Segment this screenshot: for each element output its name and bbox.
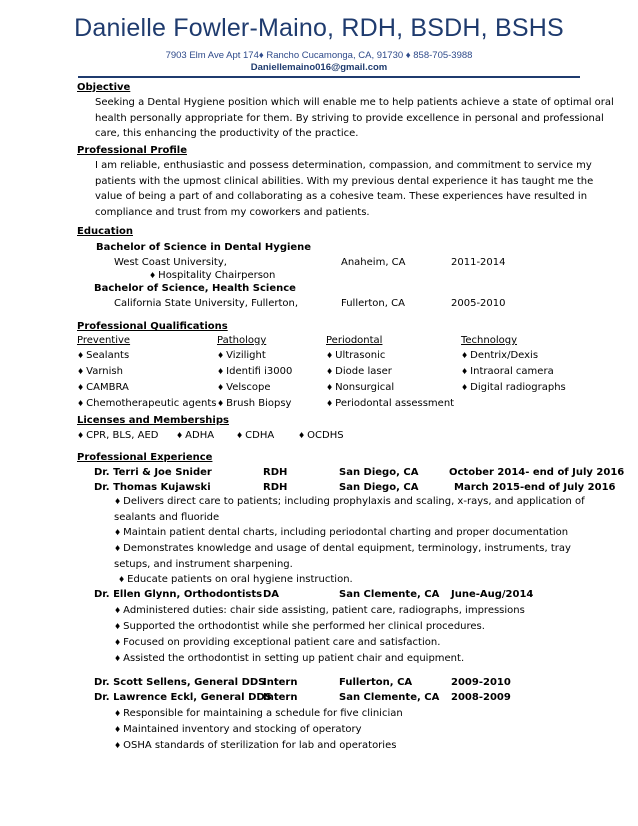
skill-item: ♦ Sealants bbox=[77, 348, 129, 364]
job-employer: Dr. Lawrence Eckl, General DDS bbox=[94, 692, 272, 703]
licenses-heading: Licenses and Memberships bbox=[77, 415, 229, 426]
duty-item: ♦ Educate patients on oral hygiene instruction. bbox=[118, 572, 353, 588]
degree-1: Bachelor of Science in Dental Hygiene bbox=[96, 242, 312, 253]
email-address: Daniellemaino016@gmail.com bbox=[250, 62, 388, 73]
skill-item: ♦ Identifi i3000 bbox=[217, 364, 292, 380]
job-employer: Dr. Terri & Joe Snider bbox=[94, 467, 212, 478]
skill-item: ♦ Chemotherapeutic agents bbox=[77, 396, 216, 412]
column-title-preventive: Preventive bbox=[77, 335, 131, 346]
resume-name: Danielle Fowler-Maino, RDH, BSDH, BSHS bbox=[74, 14, 564, 42]
job-dates: 2008-2009 bbox=[451, 692, 511, 703]
job-location: San Diego, CA bbox=[339, 482, 419, 493]
skill-item: ♦ Velscope bbox=[217, 380, 271, 396]
duty-item: ♦ Responsible for maintaining a schedule for five clinician bbox=[114, 706, 403, 722]
school-2: California State University, Fullerton, bbox=[114, 298, 299, 309]
duty-item: ♦ Delivers direct care to patients; including prophylaxis and scaling, x-rays, and application of sealants and fluoride bbox=[114, 494, 604, 525]
skill-item: ♦ Intraoral camera bbox=[461, 364, 554, 380]
skill-item: ♦ Vizilight bbox=[217, 348, 266, 364]
job-role: DA bbox=[263, 589, 280, 600]
job-role: Intern bbox=[263, 677, 298, 688]
duty-item: ♦ Maintain patient dental charts, including periodontal charting and proper documentation bbox=[114, 525, 604, 541]
qualifications-heading: Professional Qualifications bbox=[77, 321, 228, 332]
years-1: 2011-2014 bbox=[451, 257, 506, 268]
job-role: RDH bbox=[263, 467, 288, 478]
duty-item: ♦ Supported the orthodontist while she performed her clinical procedures. bbox=[114, 619, 485, 635]
school-1: West Coast University, bbox=[114, 257, 227, 268]
skill-item: ♦ Varnish bbox=[77, 364, 123, 380]
objective-heading: Objective bbox=[77, 82, 131, 93]
objective-text: Seeking a Dental Hygiene position which will enable me to help patients achieve a state of optimal oral health personally appropriate for them. By striving to provide excellence in personal and professional care, this enhancing the productivity of the practice. bbox=[95, 97, 614, 139]
experience-heading: Professional Experience bbox=[77, 452, 213, 463]
job-dates: 2009-2010 bbox=[451, 677, 511, 688]
location-1: Anaheim, CA bbox=[341, 257, 406, 268]
job-dates: March 2015-end of July 2016 bbox=[454, 482, 616, 493]
job-location: San Clemente, CA bbox=[339, 692, 440, 703]
skill-item: ♦ Diode laser bbox=[326, 364, 392, 380]
job-dates: June-Aug/2014 bbox=[451, 589, 534, 600]
job-role: RDH bbox=[263, 482, 288, 493]
license-item: ♦ CDHA bbox=[236, 428, 274, 444]
header-divider bbox=[78, 76, 580, 78]
duty-item: ♦ Assisted the orthodontist in setting up patient chair and equipment. bbox=[114, 651, 464, 667]
location-2: Fullerton, CA bbox=[341, 298, 405, 309]
column-title-periodontal: Periodontal bbox=[326, 335, 383, 346]
skill-item: ♦ Dentrix/Dexis bbox=[461, 348, 538, 364]
duty-item: ♦ Administered duties: chair side assisting, patient care, radiographs, impressions bbox=[114, 603, 525, 619]
column-title-technology: Technology bbox=[461, 335, 518, 346]
job-employer: Dr. Ellen Glynn, Orthodontists bbox=[94, 589, 263, 600]
profile-text: I am reliable, enthusiastic and possess determination, compassion, and commitment to service my patients with the upmost clinical abilities. With my previous dental experience it has taught me the value of being a part of and collaborating as a cohesive team. These experiences have resulted in compliance and trust from my coworkers and patients. bbox=[95, 160, 594, 218]
education-heading: Education bbox=[77, 226, 133, 237]
job-role: Intern bbox=[263, 692, 298, 703]
license-item: ♦ OCDHS bbox=[298, 428, 344, 444]
duty-item: ♦ Demonstrates knowledge and usage of dental equipment, terminology, instruments, tray setups, and instrument sharpening. bbox=[114, 541, 604, 572]
job-dates: October 2014- end of July 2016 bbox=[449, 467, 625, 478]
duty-item: ♦ OSHA standards of sterilization for lab and operatories bbox=[114, 738, 396, 754]
skill-item: ♦ CAMBRA bbox=[77, 380, 129, 396]
skill-item: ♦ Brush Biopsy bbox=[217, 396, 291, 412]
degree-2: Bachelor of Science, Health Science bbox=[94, 283, 296, 294]
duty-item: ♦ Maintained inventory and stocking of operatory bbox=[114, 722, 362, 738]
skill-item: ♦ Periodontal assessment bbox=[326, 396, 454, 412]
contact-line: 7903 Elm Ave Apt 174♦ Rancho Cucamonga, CA, 91730 ♦ 858-705-3988 bbox=[165, 50, 473, 61]
license-item: ♦ ADHA bbox=[176, 428, 214, 444]
job-location: Fullerton, CA bbox=[339, 677, 413, 688]
column-title-pathology: Pathology bbox=[217, 335, 267, 346]
honor-1: ♦ Hospitality Chairperson bbox=[149, 268, 275, 284]
skill-item: ♦ Digital radiographs bbox=[461, 380, 566, 396]
license-item: ♦ CPR, BLS, AED bbox=[77, 428, 159, 444]
job-location: San Clemente, CA bbox=[339, 589, 440, 600]
job-employer: Dr. Thomas Kujawski bbox=[94, 482, 211, 493]
years-2: 2005-2010 bbox=[451, 298, 506, 309]
job-location: San Diego, CA bbox=[339, 467, 419, 478]
profile-heading: Professional Profile bbox=[77, 145, 187, 156]
job-employer: Dr. Scott Sellens, General DDS bbox=[94, 677, 266, 688]
skill-item: ♦ Nonsurgical bbox=[326, 380, 394, 396]
skill-item: ♦ Ultrasonic bbox=[326, 348, 385, 364]
duty-item: ♦ Focused on providing exceptional patient care and satisfaction. bbox=[114, 635, 440, 651]
